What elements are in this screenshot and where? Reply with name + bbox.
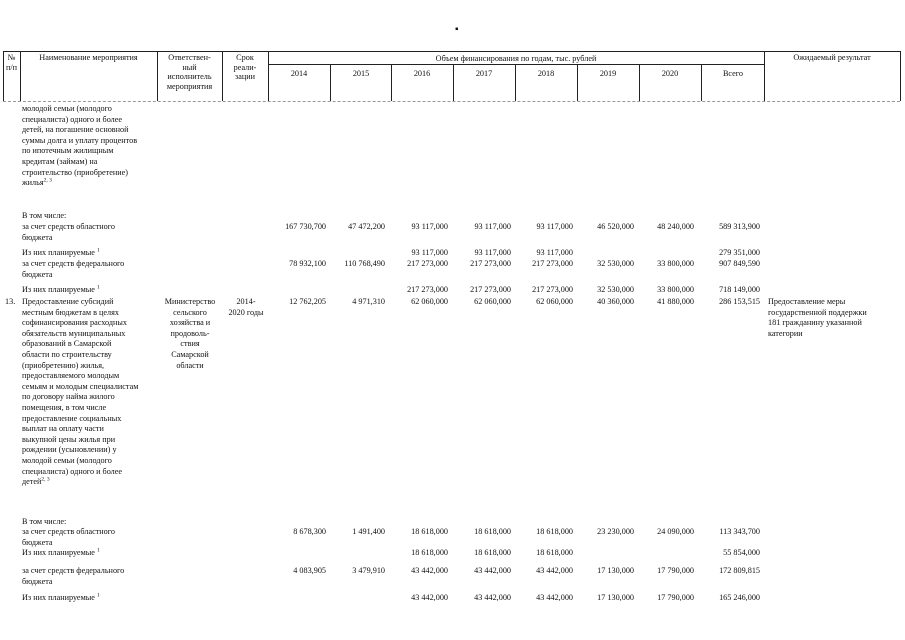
- item13-row-value: 18 618,000: [474, 527, 511, 536]
- block1-including: В том числе:: [22, 211, 67, 220]
- header-year-2020: 2020: [661, 69, 679, 78]
- block1-row-value: 217 273,000: [470, 259, 511, 268]
- item13-row-value: 17 790,000: [657, 593, 694, 602]
- block1-row-label: за счет средств областного бюджета: [22, 222, 116, 242]
- header-bottom-line: [3, 101, 900, 102]
- block1-row-value: 32 530,000: [597, 259, 634, 268]
- row-label-text: Из них планируемые: [22, 548, 95, 557]
- item13-row-value: 18 618,000: [474, 548, 511, 557]
- header-year-2017: 2017: [475, 69, 493, 78]
- header-year-2016: 2016: [413, 69, 431, 78]
- row-footnote: 1: [96, 284, 100, 291]
- block1-row-value: 217 273,000: [532, 259, 573, 268]
- item13-row-value: 17 130,000: [597, 593, 634, 602]
- item13-row-value: 18 618,000: [536, 548, 573, 557]
- item13-description: [22, 297, 154, 488]
- block1-row-value: 48 240,000: [657, 222, 694, 231]
- block1-row-value: 167 730,700: [285, 222, 326, 231]
- block1-row-value: 279 351,000: [719, 248, 760, 257]
- item13-row-value: 3 479,910: [352, 566, 385, 575]
- block1-row-label: [22, 248, 154, 259]
- block1-text: молодой семьи (молодого специалиста) одного и более детей, на погашение основной суммы долга и уплату процентов по ипотечным жилищным кредитам (займам) на строительство (приобретение) жилья: [22, 104, 138, 188]
- header-term: Срок реали- зации: [233, 53, 257, 81]
- row-footnote: 1: [96, 592, 100, 599]
- block1-footnote: 2, 3: [43, 177, 52, 184]
- block1-row-value: 217 273,000: [407, 285, 448, 294]
- item13-total-value: 62 060,000: [474, 297, 511, 306]
- funding-subheader-line: [268, 64, 764, 65]
- item13-row-value: 17 790,000: [657, 566, 694, 575]
- block1-row-value: 589 313,900: [719, 222, 760, 231]
- block1-row-value: 718 149,000: [719, 285, 760, 294]
- item13-row-value: 43 442,000: [536, 566, 573, 575]
- item13-total-value: 12 762,205: [289, 297, 326, 306]
- item13-row-value: 43 442,000: [536, 593, 573, 602]
- header-funding: Объем финансирования по годам, тыс. рублей: [435, 54, 597, 63]
- item13-row-label: за счет средств федерального бюджета: [22, 566, 125, 586]
- block1-row-value: 93 117,000: [474, 222, 511, 231]
- block1-row-value: 33 800,000: [657, 285, 694, 294]
- item13-number: 13.: [5, 297, 16, 306]
- block1-row-value: 78 932,100: [289, 259, 326, 268]
- item13-term: 2014- 2020 годы: [228, 297, 264, 317]
- block1-row-value: 907 849,590: [719, 259, 760, 268]
- item13-row-value: 43 442,000: [474, 593, 511, 602]
- item13-row-value: 18 618,000: [536, 527, 573, 536]
- item13-text: Предоставление субсидий местным бюджетам в целях софинансирования расходных обязательств муниципальных образований в Самарской области по строительству (приобретению) жилья, предоставляемого молодым семьям и молодым специалистам по договору найма жилого помещения, в том числе предоставление социальных выплат на оплату части выкупной цены жилья при рождении (усыновлении) у молодой семьи (молодого специалиста) одного и более детей: [22, 297, 139, 487]
- header-name: Наименование мероприятия: [39, 53, 138, 62]
- header-year-2015: 2015: [352, 69, 370, 78]
- item13-row-value: 17 130,000: [597, 566, 634, 575]
- row-footnote: 1: [96, 547, 100, 554]
- row-label-text: Из них планируемые: [22, 593, 95, 602]
- block1-row-value: 32 530,000: [597, 285, 634, 294]
- block1-row-value: 217 273,000: [532, 285, 573, 294]
- header-year-total: Всего: [722, 69, 744, 78]
- item13-total-value: 62 060,000: [411, 297, 448, 306]
- table-top-border: [3, 51, 900, 52]
- row-footnote: 1: [96, 247, 100, 254]
- item13-row-value: 24 090,000: [657, 527, 694, 536]
- item13-total-value: 286 153,515: [719, 297, 760, 306]
- item13-row-value: 43 442,000: [411, 593, 448, 602]
- item13-row-value: 55 854,000: [723, 548, 760, 557]
- block1-row-value: 93 117,000: [411, 248, 448, 257]
- row-label-text: Из них планируемые: [22, 248, 95, 257]
- header-executor: Ответствен- ный исполнитель мероприятия: [166, 53, 213, 91]
- item13-row-label: за счет средств областного бюджета: [22, 527, 116, 547]
- item13-row-label: [22, 593, 154, 604]
- item13-row-value: 165 246,000: [719, 593, 760, 602]
- block1-row-value: 217 273,000: [407, 259, 448, 268]
- scan-dot: ▪: [455, 24, 459, 35]
- item13-total-value: 4 971,310: [352, 297, 385, 306]
- item13-row-label: [22, 548, 154, 559]
- header-year-2018: 2018: [537, 69, 555, 78]
- col-border: [701, 64, 702, 101]
- block1-row-value: 217 273,000: [470, 285, 511, 294]
- header-result: Ожидаемый результат: [793, 53, 871, 62]
- item13-row-value: 18 618,000: [411, 527, 448, 536]
- block1-row-label: за счет средств федерального бюджета: [22, 259, 125, 279]
- item13-row-value: 1 491,400: [352, 527, 385, 536]
- item13-total-value: 40 360,000: [597, 297, 634, 306]
- item13-row-value: 172 809,815: [719, 566, 760, 575]
- col-border: [900, 51, 901, 101]
- row-label-text: Из них планируемые: [22, 285, 95, 294]
- item13-row-value: 43 442,000: [411, 566, 448, 575]
- item13-row-value: 113 343,700: [719, 527, 760, 536]
- block1-row-value: 93 117,000: [536, 222, 573, 231]
- item13-row-value: 8 678,300: [293, 527, 326, 536]
- block1-description: [22, 104, 154, 189]
- header-year-2014: 2014: [290, 69, 308, 78]
- item13-row-value: 18 618,000: [411, 548, 448, 557]
- header-num: № п/п: [5, 53, 18, 72]
- item13-including: В том числе:: [22, 517, 67, 526]
- block1-row-value: 93 117,000: [474, 248, 511, 257]
- header-year-2019: 2019: [599, 69, 617, 78]
- item13-total-value: 41 880,000: [657, 297, 694, 306]
- item13-executor: Министерство сельского хозяйства и продоволь- ствия Самарской области: [164, 297, 216, 370]
- block1-row-label: [22, 285, 154, 296]
- block1-row-value: 93 117,000: [411, 222, 448, 231]
- block1-row-value: 47 472,200: [348, 222, 385, 231]
- block1-row-value: 110 768,490: [344, 259, 385, 268]
- block1-row-value: 46 520,000: [597, 222, 634, 231]
- item13-footnote: 2, 3: [41, 476, 50, 483]
- item13-total-value: 62 060,000: [536, 297, 573, 306]
- item13-row-value: 4 083,905: [293, 566, 326, 575]
- item13-row-value: 43 442,000: [474, 566, 511, 575]
- block1-row-value: 33 800,000: [657, 259, 694, 268]
- item13-row-value: 23 230,000: [597, 527, 634, 536]
- item13-result: Предоставление меры государственной поддержки 181 гражданину указанной категории: [768, 297, 867, 338]
- block1-row-value: 93 117,000: [536, 248, 573, 257]
